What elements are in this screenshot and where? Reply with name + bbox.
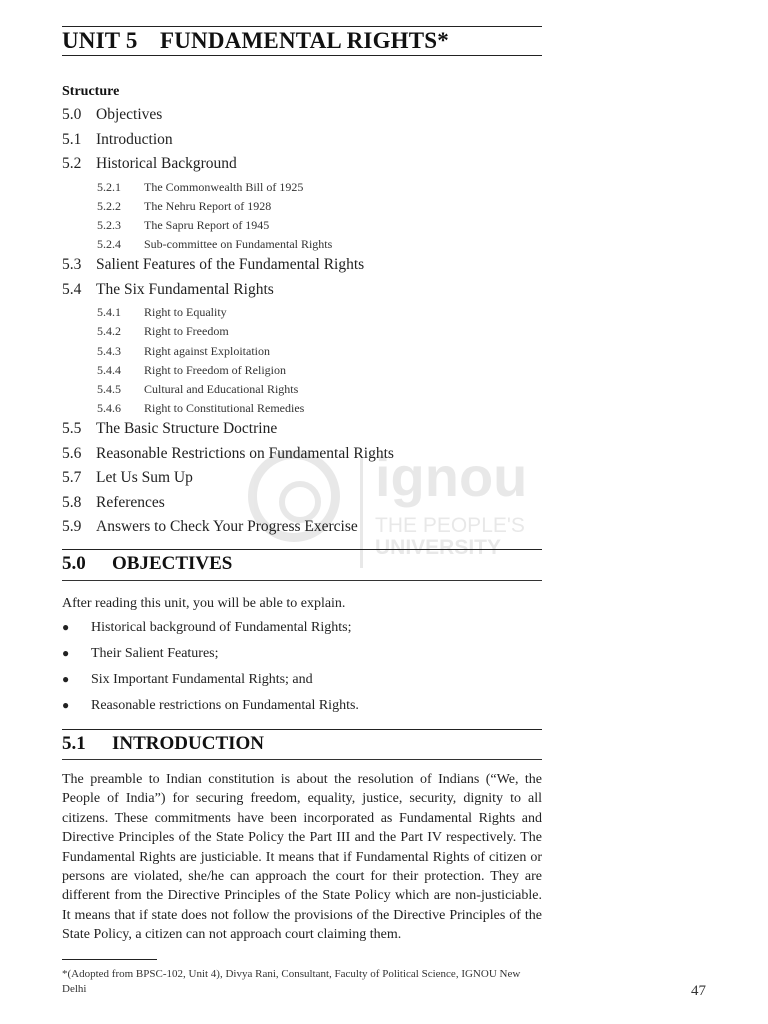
toc-item-label: The Six Fundamental Rights	[96, 280, 274, 298]
toc-item	[62, 237, 542, 256]
page-number: 47	[691, 983, 706, 999]
objectives-title: OBJECTIVES	[112, 553, 233, 574]
toc-item-label: Historical Background	[96, 155, 237, 172]
toc-item-number: 5.2.3	[97, 217, 121, 232]
toc-item-number: 5.9	[62, 518, 82, 536]
toc-item-number: 5.0	[62, 106, 82, 123]
toc-item	[62, 131, 542, 156]
toc-item-label: Right against Exploitation	[144, 343, 270, 358]
toc-item-label: Salient Features of the Fundamental Rights	[96, 256, 365, 274]
bullet-icon: ●	[62, 698, 70, 712]
toc-item	[62, 199, 542, 218]
objectives-heading	[62, 553, 542, 575]
unit-number: UNIT 5	[62, 28, 138, 53]
toc-item	[62, 106, 542, 131]
list-item	[62, 698, 542, 724]
introduction-title: INTRODUCTION	[112, 733, 265, 754]
toc-item	[62, 324, 542, 343]
table-of-contents	[62, 106, 542, 543]
toc-item	[62, 494, 542, 519]
toc-item	[62, 420, 542, 445]
toc-item	[62, 256, 542, 281]
list-item-text: Their Salient Features;	[91, 646, 219, 661]
list-item-text: Historical background of Fundamental Rights;	[91, 620, 352, 635]
toc-item-label: Right to Freedom of Religion	[144, 362, 286, 377]
toc-item-label: The Sapru Report of 1945	[144, 217, 270, 232]
introduction-number: 5.1	[62, 733, 86, 754]
toc-item	[62, 180, 542, 199]
toc-item-label: The Basic Structure Doctrine	[96, 420, 278, 438]
watermark-word: ignou	[375, 445, 528, 508]
toc-item-number: 5.2.2	[97, 198, 121, 213]
objectives-top-rule	[62, 549, 542, 550]
unit-heading: FUNDAMENTAL RIGHTS*	[160, 28, 449, 53]
toc-item-number: 5.4.5	[97, 382, 121, 396]
structure-heading: Structure	[62, 84, 120, 99]
toc-item-number: 5.8	[62, 493, 82, 511]
objectives-number: 5.0	[62, 553, 86, 574]
toc-item-number: 5.5	[62, 420, 82, 438]
footnote-rule	[62, 959, 157, 960]
top-rule	[62, 26, 542, 27]
toc-item	[62, 281, 542, 306]
watermark-line2: UNIVERSITY	[375, 536, 502, 559]
toc-item-label: Answers to Check Your Progress Exercise	[96, 518, 358, 536]
list-item	[62, 620, 542, 646]
toc-item-label: Right to Constitutional Remedies	[144, 401, 305, 416]
toc-item-label: Introduction	[96, 130, 173, 148]
introduction-heading	[62, 733, 542, 755]
toc-item-number: 5.6	[62, 444, 82, 462]
toc-item-label: Let Us Sum Up	[96, 469, 193, 487]
intro-top-rule	[62, 729, 542, 730]
intro-bottom-rule	[62, 759, 542, 760]
toc-item-label: Reasonable Restrictions on Fundamental Rights	[96, 444, 394, 462]
toc-item-number: 5.4.2	[97, 324, 121, 339]
toc-item	[62, 363, 542, 382]
toc-item	[62, 155, 542, 180]
toc-item	[62, 518, 542, 543]
toc-item-label: The Commonwealth Bill of 1925	[144, 179, 304, 194]
toc-item	[62, 218, 542, 237]
introduction-paragraph: The preamble to Indian constitution is about the resolution of Indians (“We, the People of India”) for securing freedom, equality, justice, security, dignity to all citizens. These commitments have been incorporated as Fundamental Rights and Directive Principles of the State Policy the Part III and the Part IV respectively. The Fundamental Rights are justiciable. It means that if Fundamental Rights of citizen or persons are violated, she/he can approach the court for their protection. They are different from the Directive Principles of the State Policy which are non-justiciable. It means that if state does not follow the provisions of the Directive Principles of the State Policy, a citizen can not approach court claiming them.	[62, 772, 542, 943]
toc-item-label: References	[96, 493, 165, 511]
toc-item-label: Right to Freedom	[144, 324, 229, 339]
watermark-line1: THE PEOPLE'S	[375, 514, 525, 537]
bullet-icon: ●	[62, 646, 70, 660]
bullet-icon: ●	[62, 672, 70, 686]
toc-item	[62, 344, 542, 363]
toc-item-number: 5.2	[62, 155, 82, 172]
objectives-bottom-rule	[62, 580, 542, 581]
toc-item-number: 5.1	[62, 130, 82, 148]
objectives-list	[62, 620, 542, 724]
toc-item	[62, 305, 542, 324]
toc-item-number: 5.2.4	[97, 237, 121, 252]
toc-item	[62, 382, 542, 401]
list-item	[62, 672, 542, 698]
toc-item-number: 5.4.6	[97, 401, 121, 416]
toc-item-number: 5.4.1	[97, 305, 121, 320]
toc-item	[62, 401, 542, 420]
toc-item-label: Cultural and Educational Rights	[144, 382, 299, 396]
toc-item-number: 5.7	[62, 469, 82, 487]
objectives-intro: After reading this unit, you will be able to explain.	[62, 596, 346, 611]
toc-item-number: 5.4	[62, 280, 82, 298]
list-item	[62, 646, 542, 672]
toc-item-number: 5.4.3	[97, 343, 121, 358]
unit-title	[62, 28, 449, 54]
toc-item-number: 5.3	[62, 256, 82, 274]
title-rule	[62, 55, 542, 56]
list-item-text: Reasonable restrictions on Fundamental Rights.	[91, 698, 359, 713]
bullet-icon: ●	[62, 620, 70, 634]
toc-item-label: Right to Equality	[144, 305, 227, 320]
toc-item-label: Objectives	[96, 106, 163, 123]
footnote: *(Adopted from BPSC-102, Unit 4), Divya Rani, Consultant, Faculty of Political Science, IGNOU New Delhi	[62, 968, 521, 995]
toc-item	[62, 445, 542, 470]
toc-item-label: The Nehru Report of 1928	[144, 198, 272, 213]
toc-item-label: Sub-committee on Fundamental Rights	[144, 237, 333, 252]
toc-item-number: 5.4.4	[97, 362, 121, 377]
list-item-text: Six Important Fundamental Rights; and	[91, 672, 313, 687]
toc-item-number: 5.2.1	[97, 179, 121, 194]
toc-item	[62, 469, 542, 494]
